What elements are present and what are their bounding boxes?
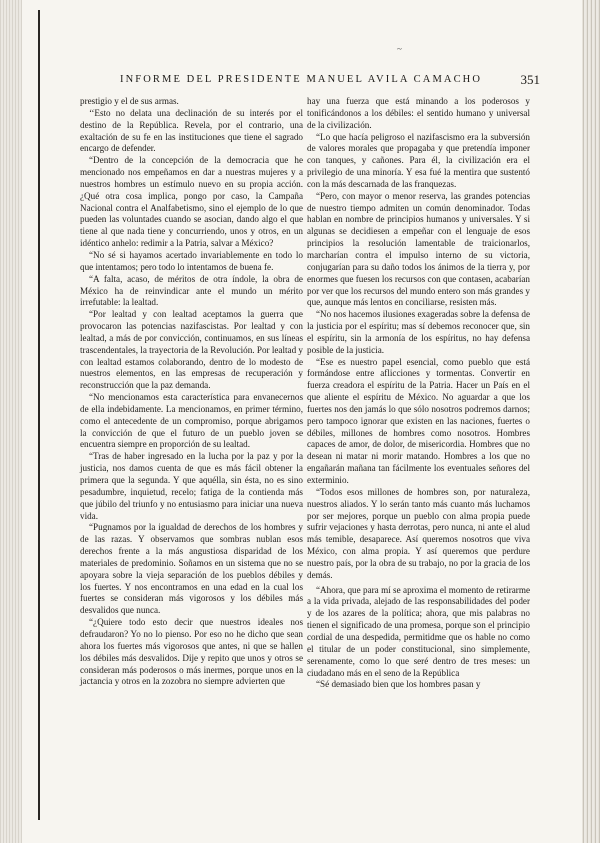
header-title: INFORME DEL PRESIDENTE MANUEL AVILA CAMACHO [120, 74, 483, 85]
right-column [307, 96, 530, 691]
paragraph: “Todos esos millones de hombres son, por naturaleza, nuestros aliados. Y lo serán tanto más cuanto más luchamos por ser mejores, porque un pueblo con alma propia puede sufrir vejaciones y hasta derrotas, pero nunca, ni ante el alud más temible, desaparece. Así queremos nosotros que viva México, con alma propia. Y así queremos que perdure nuestro país, por la obra de su trabajo, no por la gracia de los demás. [307, 486, 530, 580]
paragraph: “Lo que hacía peligroso el nazifascismo era la subversión de valores morales que propagaba y que pretendía imponer con tanques, y cañones. Para él, la civilización era el privilegio de una minoría. Y esa fué la mentira que sustentó con la más descarnada de las franquezas. [307, 131, 530, 189]
left-column [80, 96, 303, 688]
paragraph: “Tras de haber ingresado en la lucha por la paz y por la justicia, nos damos cuenta de que es más fácil obtener la primera que la segunda. Y que aquélla, sin ésta, no es sino pesadumbre, inquietud, recelo; fatiga de la contienda más que júbilo del triunfo y no entusiasmo para iniciar una nueva vida. [80, 451, 303, 521]
paragraph: ‘‘Esto no delata una declinación de su interés por el destino de la República. Revela, por el contrario, una exaltación de su fe en las instituciones que tiene el sagrado encargo de defender. [80, 107, 303, 154]
paragraph: “Ese es nuestro papel esencial, como pueblo que está formándose entre aflicciones y tormentas. Convertir en fuerza creadora el espíritu de la Patria. Hacer un País en el que aliente el espíritu de México. No aguardar a que los fuertes nos den jamás lo que sólo nosotros podremos darnos; pero tampoco ignorar que existen en las naciones, fuertes o débiles, millones de hombres como nosotros. Hombres capaces de amor, de dolor, de misericordia. Hombres que no desean ni matar ni morir matando. Hombres a los que no engañarán mañana tan fácilmente los eventuales señores del exterminio. [307, 356, 530, 485]
paragraph: hay una fuerza que está minando a los poderosos y tonificándonos a los débiles: el sentido humano y universal de la civilización. [307, 96, 530, 130]
paragraph: “Sé demasiado bien que los hombres pasan y [316, 679, 481, 690]
paragraph: “No sé si hayamos acertado invariablemente en todo lo que intentamos; pero todo lo intentamos de buena fe. [80, 249, 303, 272]
paragraph: “Dentro de la concepción de la democracia que he mencionado nos empeñamos en dar a nuestras mujeres y a nuestros hombres un estímulo nuevo en su propia acción. ¿Qué otra cosa implica, pongo por caso, la Campaña Nacional contra el Analfabetismo, sino el ejemplo de lo que pueden las voluntades cuando se asocian, dando algo el que tiene al que nada tiene y concurriendo, unos y otros, en un idéntico anhelo: redimir a la Patria, salvar a México? [80, 155, 303, 249]
page-mark: ~ [397, 44, 402, 54]
paragraph: “Ahora, que para mí se aproxima el momento de retirarme a la vida privada, alejado de las responsabilidades del poder y de los azares de la política; ahora, que mis palabras no tienen el significado de una promesa, porque son el principio cordial de una despedida, permitidme que os hable no como el titular de un poder constitucional, sino simplemente, serenamente, como lo que seré dentro de tres meses: un ciudadano más en el seno de la República [307, 584, 530, 678]
binding-line [38, 10, 40, 820]
paragraph: “Pugnamos por la igualdad de derechos de los hombres y de las razas. Y observamos que sombras nublan esos derechos frente a la más angustiosa disparidad de los materiales de predominio. Soñamos en un sistema que no se apoyara sobre la vieja separación de los pueblos débiles y los fuertes. Y nos encontramos en una edad en la cual los fuertes se consideran más vigorosos y los débiles más desvalidos que nunca. [80, 522, 303, 616]
paragraph: “No nos hacemos ilusiones exageradas sobre la defensa de la justicia por el espíritu; mas sí debemos reconocer que, sin el espíritu, sin la armonía de los espíritus, no hay defensa posible de la justicia. [307, 309, 530, 355]
running-header [120, 72, 540, 90]
scan-right-edge [582, 0, 600, 843]
paragraph: “A falta, acaso, de méritos de otra índole, la obra de México ha de reinvindicar ante el mundo un mérito irrefutable: la lealtad. [80, 273, 303, 308]
paragraph: “No mencionamos esta característica para envanecernos de ella indebidamente. La mencionamos, en primer término, como el antecedente de un compromiso, porque abrigamos la convicción de que el futuro de un pueblo joven se encuentra siempre en proporción de su lealtad. [80, 392, 303, 450]
paragraph: “¿Quiere todo esto decir que nuestros ideales nos defraudaron? Yo no lo pienso. Por eso no he dicho que sean ahora los fuertes más vigorosos que antes, ni que se hallen los débiles más desvalidos. Dije y repito que unos y otros se consideran más poderosos o más inermes, porque unos en la jactancia y otros en la zozobra no siempre advierten que [80, 617, 303, 687]
page-number: 351 [520, 72, 540, 87]
scan-left-edge [0, 0, 22, 843]
paragraph: prestigio y el de sus armas. [80, 96, 179, 106]
paragraph: “Pero, con mayor o menor reserva, las grandes potencias de nuestro tiempo admiten un común denominador. Todas hablan en nombre de principios humanos y universales. Y si algunas se decidiesen a empeñar con el lenguaje de esos principios la resolución lamentable de traicionarlos, marcharían contra el impulso interno de su victoria, conjugarían para su daño todos los ánimos de la tierra y, por enormes que fuesen los recursos con que contasen, acabarían por ver que los recursos del mundo entero son más grandes y que, aunque más lentos en conciliarse, resisten más. [307, 190, 530, 308]
paragraph: “Por lealtad y con lealtad aceptamos la guerra que provocaron las potencias nazifascistas. Por lealtad y con lealtad, a más de por convicción, continuamos, en sus líneas trascendentales, la trayectoria de la Revolución. Por lealtad y con lealtad estamos colaborando, dentro de lo modesto de nuestros elementos, en las empresas de recuperación y reconstrucción que la paz demanda. [80, 309, 303, 391]
